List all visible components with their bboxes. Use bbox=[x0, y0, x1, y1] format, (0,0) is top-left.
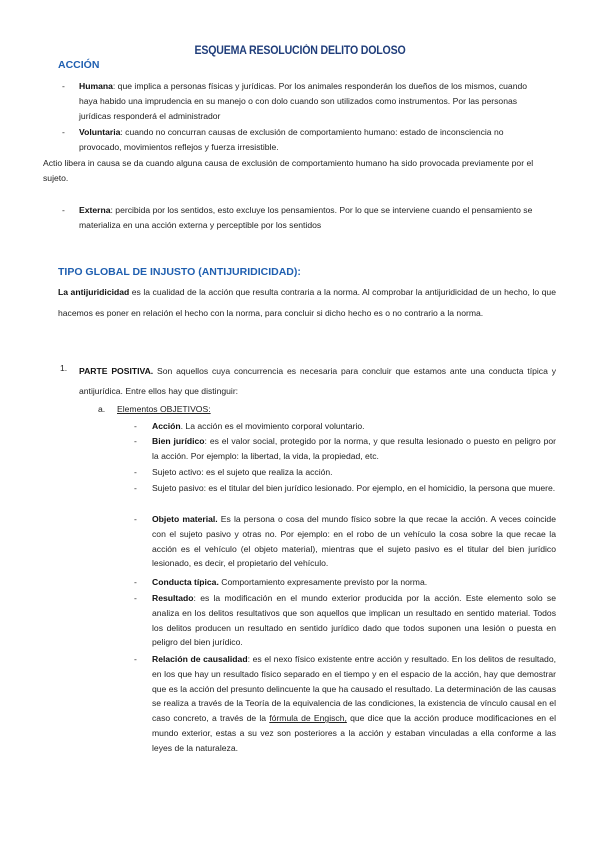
obj-item-sujeto-activo: Sujeto activo: es el sujeto que realiza la acción. bbox=[152, 467, 333, 477]
list-number: 1. bbox=[60, 363, 68, 373]
bullet-dash: - bbox=[134, 577, 137, 587]
bullet-dash: - bbox=[134, 654, 137, 664]
actio-libera-paragraph: Actio libera in causa se da cuando alguna causa de exclusión de comportamiento humano ha sido provocada previamente por el sujeto. bbox=[43, 158, 534, 183]
bullet-dash: - bbox=[62, 127, 65, 137]
bullet-dash: - bbox=[62, 81, 65, 91]
sub-letter: a. bbox=[98, 404, 106, 414]
tipo-intro-paragraph: La antijuridicidad es la cualidad de la acción que resulta contraria a la norma. Al comprobar la antijuridicidad de un hecho, lo que hacemos es poner en relación el hecho con la norma, para concluir si dicho hecho es o no contrario a la norma. bbox=[58, 287, 556, 318]
obj-item-accion: Acción. La acción es el movimiento corporal voluntario. bbox=[152, 421, 365, 431]
bullet-dash: - bbox=[134, 483, 137, 493]
accion-heading: ACCIÓN bbox=[58, 59, 100, 71]
obj-item-conducta-tipica: Conducta típica. Comportamiento expresamente previsto por la norma. bbox=[152, 577, 428, 587]
obj-item-resultado: Resultado: es la modificación en el mundo exterior producida por la acción. Este elemento solo se analiza en los delitos resultativos que son aquellos que implican un resultado en sentido material. Todos los delitos producen un resultado en sentido jurídico dado que todos suponen una lesión o puesta en peligro del bien jurídico. bbox=[152, 593, 556, 648]
elementos-objetivos-label: Elementos OBJETIVOS: bbox=[117, 404, 211, 414]
parte-positiva-paragraph: PARTE POSITIVA. Son aquellos cuya concurrencia es necesaria para concluir que estamos ante una conducta típica y antijurídica. Entre ellos hay que distinguir: bbox=[79, 366, 556, 396]
accion-item-humana: Humana: que implica a personas físicas y jurídicas. Por los animales responderán los dueños de los mismos, cuando haya habido una imprudencia en su manejo o con dolo cuando son utilizados como instrumentos. Por las personas jurídicas responderá el administrador bbox=[79, 81, 528, 121]
obj-item-objeto-material: Objeto material. Es la persona o cosa del mundo físico sobre la que recae la acción. A veces coincide con el sujeto pasivo y otras no. Por ejemplo: en el robo de un vehículo la cosa sobre la que recae la acción es el vehículo (el objeto material), mientras que el sujeto pasivo es el titular del bien jurídico lesionado, es decir, el propietario del vehículo. bbox=[152, 514, 556, 569]
bullet-dash: - bbox=[134, 514, 137, 524]
formula-engisch-link: fórmula de Engisch, bbox=[269, 713, 347, 724]
accion-item-externa: Externa: percibida por los sentidos, esto excluye los pensamientos. Por lo que se interviene cuando el pensamiento se materializa en una acción externa y perceptible por los sentidos bbox=[79, 205, 533, 230]
accion-item-voluntaria: Voluntaria: cuando no concurran causas de exclusión de comportamiento humano: estado de inconsciencia no provocado, movimientos reflejos y fuerza irresistible. bbox=[79, 127, 504, 152]
obj-item-bien-juridico: Bien jurídico: es el valor social, protegido por la norma, y que resulta lesionado o puesto en peligro por la acción. Por ejemplo: la libertad, la vida, la propiedad, etc. bbox=[152, 436, 557, 461]
bullet-dash: - bbox=[134, 421, 137, 431]
bullet-dash: - bbox=[134, 436, 137, 446]
document-title: ESQUEMA RESOLUCIÓN DELITO DOLOSO bbox=[194, 45, 406, 57]
bullet-dash: - bbox=[134, 593, 137, 603]
obj-item-sujeto-pasivo: Sujeto pasivo: es el titular del bien jurídico lesionado. Por ejemplo, en el homicidio, la persona que muere. bbox=[152, 483, 556, 493]
bullet-dash: - bbox=[134, 467, 137, 477]
tipo-heading: TIPO GLOBAL DE INJUSTO (ANTIJURIDICIDAD): bbox=[58, 266, 301, 278]
bullet-dash: - bbox=[62, 205, 65, 215]
obj-item-relacion-causalidad: Relación de causalidad: es el nexo físico existente entre acción y resultado. En los delitos de resultado, en los que hay un resultado físico separado en el tiempo y en el espacio de la acción, hay que demostrar que es la acción del presunto delincuente la que ha causado el resultado. La determinación de las causas se realiza a través de la Teoría de la equivalencia de las condiciones, la existencia de vínculo causal en el caso concreto, a través de la fórmula de Engisch, que dice que la acción produce modificaciones en el mundo exterior, estas a su vez son posteriores a la acción y estaban vinculadas a ella conforme a las leyes de la naturaleza. bbox=[152, 654, 557, 753]
